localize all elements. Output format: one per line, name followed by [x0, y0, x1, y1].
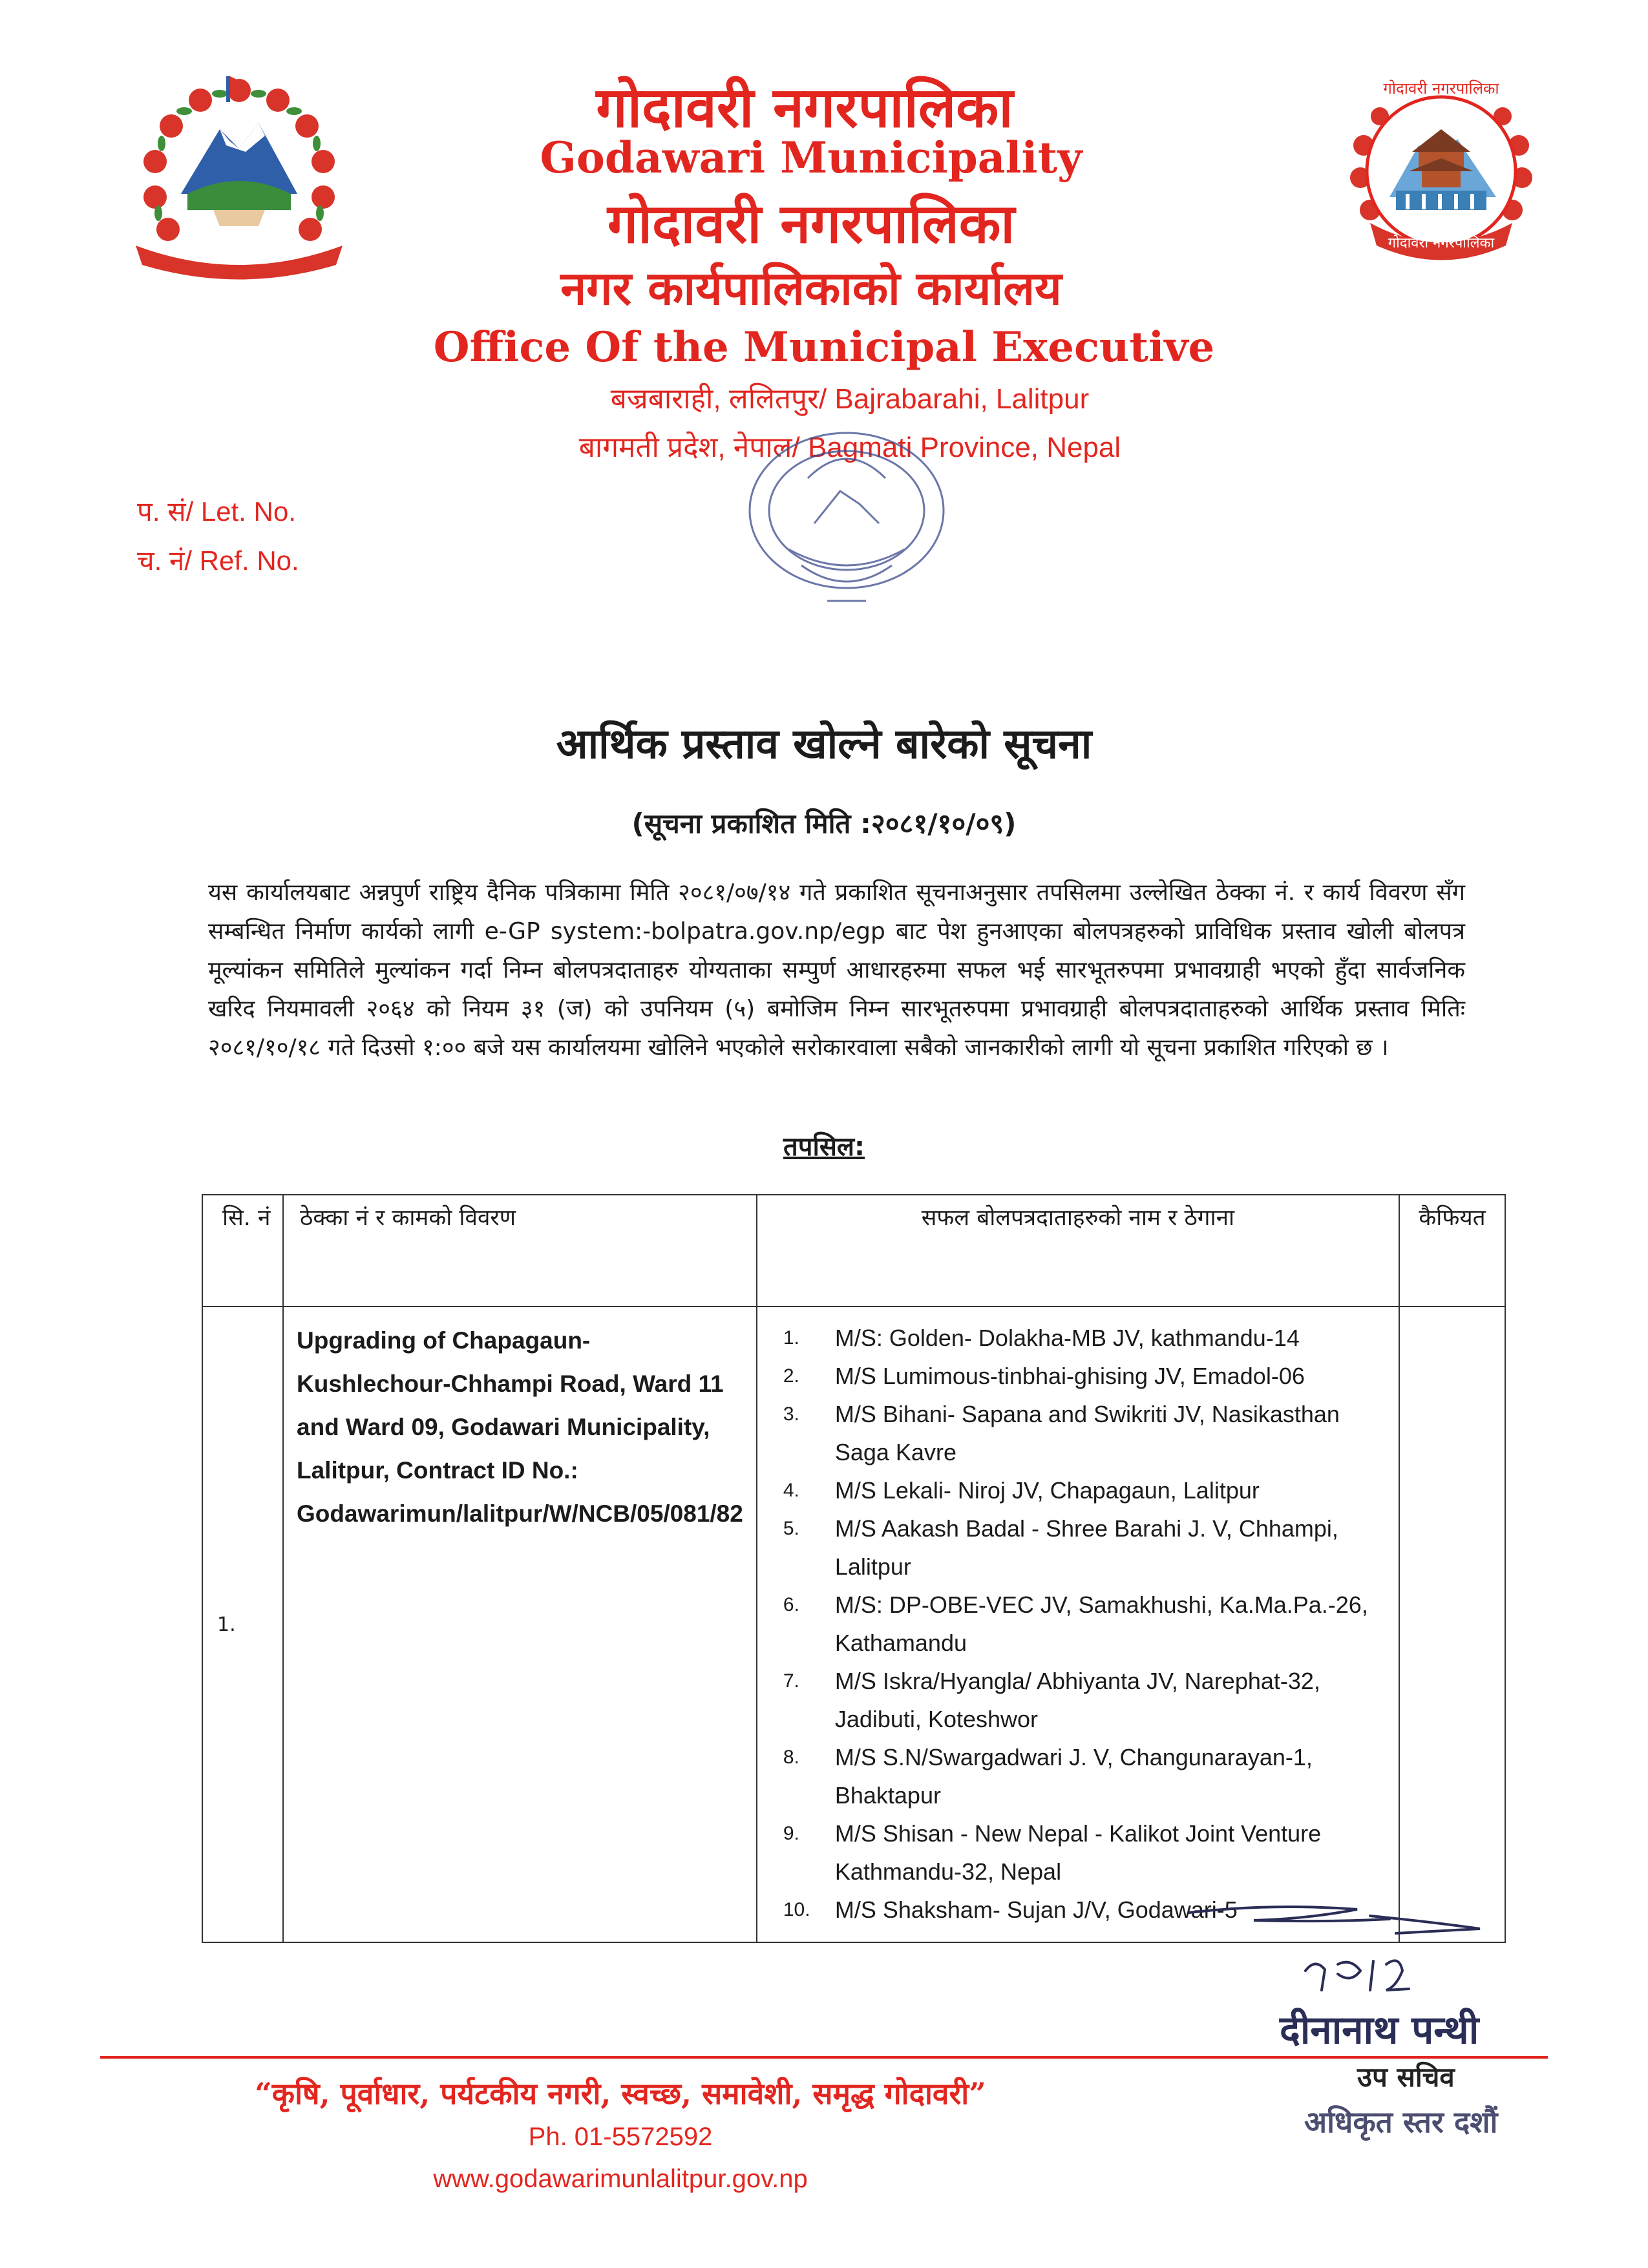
footer-divider: [100, 2056, 1548, 2059]
list-item: 3. M/S Bihani- Sapana and Swikriti JV, Nasikasthan Saga Kavre: [783, 1401, 1340, 1465]
svg-text:गोदावरी नगरपालिका: गोदावरी नगरपालिका: [1383, 79, 1499, 98]
bidder-list: [783, 1319, 1386, 1929]
letter-number-label: प. सं/ Let. No.: [137, 496, 297, 527]
reference-number-label: च. नं/ Ref. No.: [137, 545, 299, 576]
footer-phone: Ph. 01-5572592: [528, 2123, 713, 2151]
bidders-table: [202, 1194, 1506, 1943]
office-name-english: Office Of the Municipal Executive: [433, 323, 1215, 372]
contract-description: Upgrading of Chapagaun-Kushlechour-Chhampi Road, Ward 11 and Ward 09, Godawari Municipality, Lalitpur, Contract ID No.: Godawarimun/lalitpur/W/NCB/05/081/82: [283, 1307, 757, 1942]
handwritten-signature: [1176, 1893, 1577, 2016]
office-stamp: [730, 414, 963, 620]
list-item: 4. M/S Lekali- Niroj JV, Chapagaun, Lalitpur: [783, 1477, 1260, 1504]
signatory-name: दीनानाथ पन्थी: [1280, 2008, 1479, 2053]
notice-body: यस कार्यालयबाट अन्नपुर्ण राष्ट्रिय दैनिक पत्रिकामा मिति २०८१/०७/१४ गते प्रकाशित सूचनाअनुसार तपसिलमा उल्लेखित ठेक्का नं. र कार्य विवरण सँग सम्बन्धित निर्माण कार्यको लागी e-GP system:-bolpatra.gov.np/egp बाट पेश हुनआएका बोलपत्रहरुको प्राविधिक प्रस्ताव खोली बोलपत्र मूल्यांकन समितिले मुल्यांकन गर्दा निम्न बोलपत्रदाताहरु योग्यताका सम्पुर्ण आधारहरुमा सफल भई सारभूतरुपमा प्रभावग्राही भएको हुँदा सार्वजनिक खरिद नियमावली २०६४ को नियम ३१ (ज) को उपनियम (५) बमोजिम निम्न सारभूतरुपमा प्रभावग्राही बोलपत्रदाताहरुको आर्थिक प्रस्ताव मितिः २०८१/१०/१८ गते दिउसो १:०० बजे यस कार्यालयमा खोलिने भएकोले सरोकारवाला सबैको जानकारीको लागी यो सूचना प्रकाशित गरिएको छ ।: [208, 879, 1465, 1061]
municipality-name-english: Godawari Municipality: [540, 132, 1083, 183]
svg-text:गोदावरी नगरपालिका: गोदावरी नगरपालिका: [1388, 235, 1495, 251]
table-row: [202, 1307, 1505, 1942]
schedule-heading: तपसिल:: [783, 1132, 865, 1162]
col-header-sn: सि. नं: [202, 1195, 283, 1307]
notice-title: आर्थिक प्रस्ताव खोल्ने बारेको सूचना: [556, 720, 1092, 768]
table-header-row: [202, 1195, 1505, 1307]
signatory-designation: उप सचिव: [1357, 2061, 1455, 2093]
list-item: 9. M/S Shisan - New Nepal - Kalikot Joint Venture Kathmandu-32, Nepal: [783, 1820, 1322, 1885]
list-item: 1. M/S: Golden- Dolakha-MB JV, kathmandu-14: [783, 1325, 1300, 1351]
publication-date: (सूचना प्रकाशित मिति :२०८१/१०/०९): [631, 808, 1017, 839]
municipality-name-nepali: गोदावरी नगरपालिका: [596, 75, 1013, 140]
address-line-1: बज्रबाराही, ललितपुर/ Bajrabarahi, Lalitpur: [610, 383, 1090, 415]
list-item: 2. M/S Lumimous-tinbhai-ghising JV, Emadol-06: [783, 1363, 1305, 1389]
list-item: 8. M/S S.N/Swargadwari J. V, Changunarayan-1, Bhaktapur: [783, 1744, 1313, 1809]
office-name-nepali: नगर कार्यपालिकाको कार्यालय: [560, 260, 1062, 315]
list-item: 10. M/S Shaksham- Sujan J/V, Godawari-5: [783, 1896, 1238, 1923]
col-header-contract: ठेक्का नं र कामको विवरण: [283, 1195, 757, 1307]
signatory-rank-stamp: अधिकृत स्तर दशौं: [1304, 2105, 1498, 2139]
col-header-bidders: सफल बोलपत्रदाताहरुको नाम र ठेगाना: [757, 1195, 1399, 1307]
address-line-2: बागमती प्रदेश, नेपाल/ Bagmati Province, Nepal: [578, 432, 1121, 463]
col-header-remarks: कैफियत: [1399, 1195, 1505, 1307]
list-item: 5. M/S Aakash Badal - Shree Barahi J. V, Chhampi, Lalitpur: [783, 1515, 1338, 1580]
row-serial: 1.: [202, 1307, 283, 1942]
footer-slogan: “कृषि, पूर्वाधार, पर्यटकीय नगरी, स्वच्छ, समावेशी, समृद्ध गोदावरी”: [255, 2076, 986, 2111]
footer-website-link[interactable]: www.godawarimunlalitpur.gov.np: [433, 2165, 808, 2193]
bidder-list-cell: [757, 1307, 1399, 1942]
list-item: 6. M/S: DP-OBE-VEC JV, Samakhushi, Ka.Ma.Pa.-26, Kathamandu: [783, 1591, 1368, 1656]
remarks-cell: [1399, 1307, 1505, 1942]
list-item: 7. M/S Iskra/Hyangla/ Abhiyanta JV, Narephat-32, Jadibuti, Koteshwor: [783, 1668, 1320, 1732]
municipality-name-stylized: गोदावरी नगरपालिका: [607, 191, 1015, 255]
